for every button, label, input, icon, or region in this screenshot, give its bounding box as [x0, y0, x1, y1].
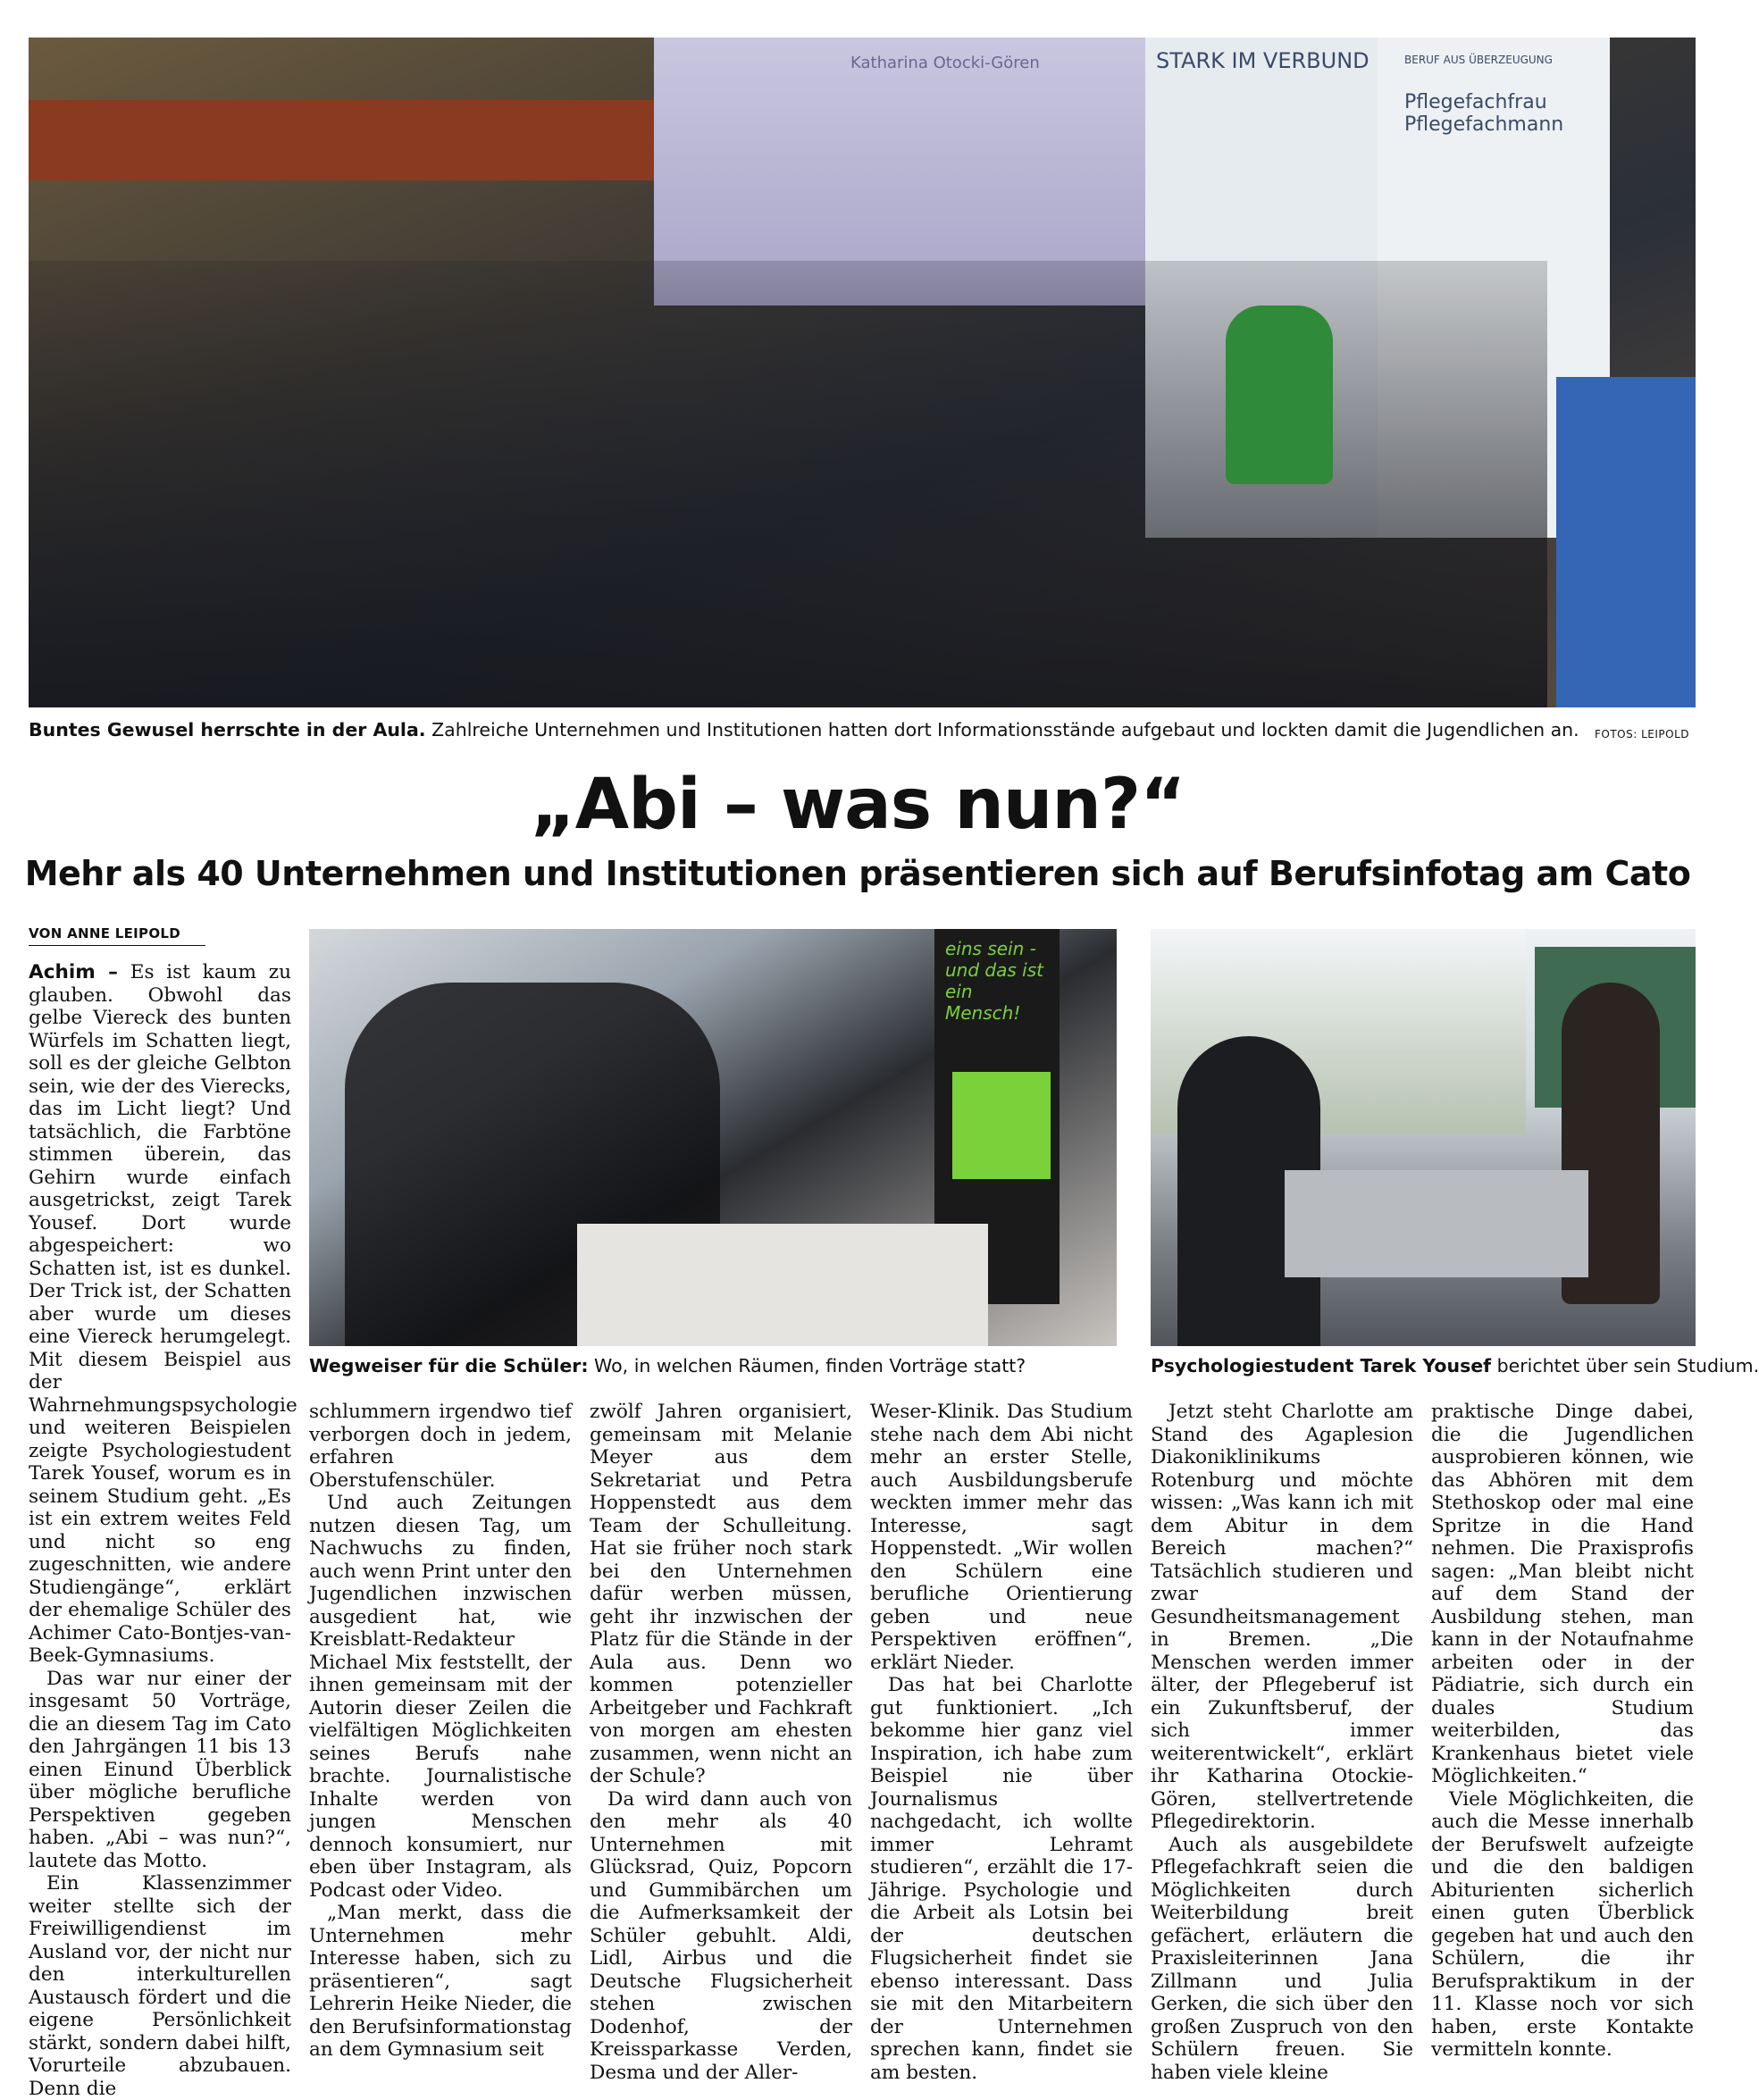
photo-blue-panel: [1556, 377, 1696, 707]
paragraph: Da wird dann auch von den mehr als 40 Unternehmen mit Glücksrad, Quiz, Popcorn und Gummibärchen um die Aufmerksamkeit der Schüler gebuhlt. Aldi, Lidl, Airbus und die Deutsche Flugsicherheit stehen zwischen Dodenhof, der Kreissparkasse Verden, Desma und der Aller-: [590, 1787, 852, 2084]
photo-green-shirt: [1226, 305, 1333, 484]
article-column-1: [29, 961, 297, 2100]
photo-tarek: [1151, 929, 1696, 1346]
paragraph: Jetzt steht Charlotte am Stand des Agaplesion Diakoniklinikums Rotenburg und möchte wissen: „Was kann ich mit dem Abitur in dem Bereich machen?“ Tatsächlich studieren und zwar Gesundheitsmanagement in Bremen. „Die Menschen werden immer älter, der Pflegeberuf ist ein Zukunftsberuf, der sich immer weiterentwickelt“, erklärt ihr Katharina Otockie-Gören, stellvertretende Pflegedirektorin.: [1151, 1401, 1413, 1833]
banner-job: Pflegefachfrau Pflegefachmann: [1404, 91, 1564, 136]
banner-tag: BERUF AUS ÜBERZEUGUNG: [1404, 54, 1553, 66]
article-column-3: [590, 1401, 852, 2084]
caption-tarek: [1151, 1354, 1759, 1377]
caption-tarek-text: berichtet über sein Studium.: [1491, 1355, 1759, 1376]
paragraph: Das war nur einer der insgesamt 50 Vorträge, die an diesem Tag im Cato den Jahrgängen 11 bis 13 einen Einund Überblick über mögliche berufliche Perspektiven gegeben haben. „Abi – was nun?“, lautete das Motto.: [29, 1667, 291, 1872]
paragraph: „Man merkt, dass die Unternehmen mehr Interesse haben, sich zu präsentieren“, sagt Lehrerin Heike Nieder, die den Berufsinformationstag an dem Gymnasium seit: [309, 1902, 572, 2061]
caption-aula-text: Zahlreiche Unternehmen und Institutionen hatten dort Informationsstände aufgebaut und lockten damit die Jugendlichen an.: [425, 719, 1579, 740]
headline: „Abi – was nun?“: [530, 765, 1185, 845]
photo-desk: [577, 1224, 988, 1346]
article-column-5: [1151, 1401, 1413, 2084]
article-column-2: [309, 1401, 572, 2062]
paragraph-text: Es ist kaum zu glauben. Obwohl das gelbe Viereck des bunten Würfels im Schatten liegt, soll es der gleiche Gelbton sein, wie der des Vierecks, das im Licht liegt? Und tatsächlich, die Farbtöne stimmen überein, das Gehirn wurde einfach ausgetrickst, zeigt Tarek Yousef. Dort wurde abgespeichert: wo Schatten ist, ist es dunkel. Der Trick ist, der Schatten aber wurde um dieses eine Viereck herumgelegt. Mit diesem Beispiel aus der Wahrnehmungspsychologie und weiteren Beispielen zeigte Psychologiestudent Tarek Yousef, worum es in seinem Studium geht. „Es ist ein extrem weites Feld und nicht so eng zugeschnitten, wie andere Studiengänge“, erklärt der ehemalige Schüler des Achimer Cato-Bontjes-van-Beek-Gymnasiums.: [29, 961, 297, 1667]
photo-wegweiser: [309, 929, 1117, 1346]
paragraph: Und auch Zeitungen nutzen diesen Tag, um Nachwuchs zu finden, auch wenn Print unter den Jugendlichen inzwischen ausgedient hat, wie Kreisblatt-Redakteur Michael Mix feststellt, der ihnen gemeinsam mit der Autorin dieser Zeilen die vielfältigen Möglichkeiten seines Berufs nahe brachte. Journalistische Inhalte werden von jungen Menschen dennoch konsumiert, nur eben über Instagram, als Podcast oder Video.: [309, 1492, 572, 1902]
subhead: Mehr als 40 Unternehmen und Institutionen präsentieren sich auf Berufsinfotag am Cato: [24, 854, 1691, 893]
photo-aula: [29, 38, 1696, 707]
paragraph: Auch als ausgebildete Pflegefachkraft seien die Möglichkeiten durch Weiterbildung breit gefächert, erläutern die Praxisleiterinnen Jana Zillmann und Julia Gerken, die sich über den großen Zuspruch von den Schülern freuen. Sie haben viele kleine: [1151, 1833, 1413, 2084]
byline: VON ANNE LEIPOLD: [29, 925, 205, 946]
photo-tables: [1285, 1170, 1588, 1277]
paragraph: praktische Dinge dabei, die die Jugendlichen ausprobieren können, wie das Abhören mit dem Stethoskop oder mal eine Spritze in die Hand nehmen. Die Praxisprofis sagen: „Man bleibt nicht auf dem Stand der Ausbildung stehen, man kann in der Notaufnahme arbeiten oder in der Pädiatrie, sich durch ein duales Studium weiterbilden, das Krankenhaus bietet viele Möglichkeiten.“: [1431, 1401, 1694, 1787]
paragraph: Das hat bei Charlotte gut funktioniert. „Ich bekomme hier ganz viel Inspiration, ich habe zum Beispiel nie über Journalismus nachgedacht, ich wollte immer Lehramt studieren“, erzählt die 17-Jährige. Psychologie und die Arbeit als Lotsin bei der deutschen Flugsicherheit findet sie ebenso interessant. Dass sie mit den Mitarbeitern der Unternehmen sprechen kann, findet sie am besten.: [870, 1674, 1133, 2084]
paragraph: [29, 961, 297, 1668]
paragraph: schlummern irgendwo tief verborgen doch in jedem, erfahren Oberstufenschüler.: [309, 1401, 572, 1492]
screen-name: Katharina Otocki-Gören: [850, 54, 1040, 72]
photo-stage: [29, 100, 654, 180]
banner-title: STARK IM VERBUND: [1156, 48, 1370, 73]
caption-wegweiser-text: Wo, in welchen Räumen, finden Vorträge statt?: [588, 1355, 1026, 1376]
poster-text: eins sein - und das ist ein Mensch!: [945, 938, 1043, 1024]
photo-green-square: [952, 1072, 1051, 1179]
article-column-4: [870, 1401, 1133, 2084]
paragraph: Ein Klassenzimmer weiter stellte sich der Freiwilligendienst im Ausland vor, der nicht nur den interkulturellen Austausch fördert und die eigene Persönlichkeit stärkt, sondern dabei hilft, Vorurteile abzubauen. Denn die: [29, 1872, 291, 2100]
paragraph: Viele Möglichkeiten, die auch die Messe innerhalb der Berufswelt aufzeigte und die den baldigen Abiturienten sicherlich einen guten Überblick gegeben hat und auch den Schülern, die ihr Berufspraktikum in der 11. Klasse noch vor sich haben, erste Kontakte vermitteln konnte.: [1431, 1787, 1694, 2061]
dateline: Achim –: [29, 961, 118, 983]
article-column-6: [1431, 1401, 1694, 2062]
paragraph: zwölf Jahren organisiert, gemeinsam mit Melanie Meyer aus dem Sekretariat und Petra Hoppenstedt aus dem Team der Schulleitung. Hat sie früher noch stark bei den Unternehmen dafür werben müssen, geht ihr inzwischen der Platz für die Stände in der Aula aus. Denn wo kommen potenzieller Arbeitgeber und Fachkraft von morgen am ehesten zusammen, wenn nicht an der Schule?: [590, 1401, 852, 1787]
caption-aula-bold: Buntes Gewusel herrschte in der Aula.: [29, 719, 426, 740]
paragraph: Weser-Klinik. Das Studium stehe nach dem Abi nicht mehr an erster Stelle, auch Ausbildungsberufe weckten immer mehr das Interesse, sagt Hoppenstedt. „Wir wollen den Schülern eine berufliche Orientierung geben und neue Perspektiven eröffnen“, erklärt Nieder.: [870, 1401, 1133, 1674]
photo-credit: FOTOS: LEIPOLD: [1594, 728, 1689, 740]
caption-aula: [29, 718, 1579, 741]
caption-wegweiser-bold: Wegweiser für die Schüler:: [309, 1355, 589, 1376]
caption-wegweiser: [309, 1354, 1026, 1377]
caption-tarek-bold: Psychologiestudent Tarek Yousef: [1151, 1355, 1492, 1376]
